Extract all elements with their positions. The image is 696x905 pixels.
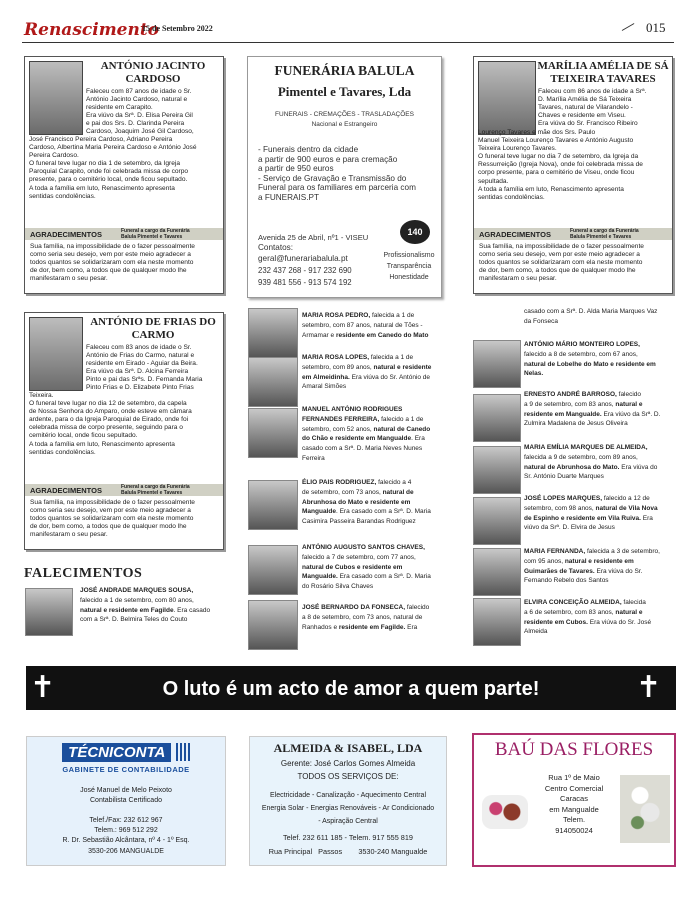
obituary-body (29, 392, 221, 457)
death-notice-photo (248, 357, 298, 407)
family-thanks (30, 243, 219, 283)
text-line: setembro, com 87 anos, natural de Tões - (302, 321, 423, 329)
text-line: ANTÓNIO MÁRIO MONTEIRO LOPES, (524, 341, 640, 348)
death-notice (80, 586, 225, 625)
text-line: Abrunhosa do Mato e residente em (302, 498, 411, 506)
tecniconta-role: Contabilista Certificado (90, 797, 162, 804)
flower-bouquet-image (620, 775, 670, 843)
death-notice-photo (248, 545, 298, 595)
text-line: natural de Lobelhe do Mato e residente em (524, 360, 656, 368)
text-line: Cardoso, Joaquim José Gil Cardoso, (86, 128, 194, 136)
text-line: ardente, para o da Igreja Paroquial de Eirado, onde foi (29, 416, 189, 424)
text-line: Energia Solar - Energias Renováveis - Ar Condicionado (261, 805, 435, 812)
text-line: do Chão e residente em Mangualde. Era (302, 435, 425, 443)
obituary-intro (86, 88, 221, 137)
text-line: MANUEL ANTÓNIO RODRIGUES (302, 406, 403, 413)
text-line: ERNESTO ANDRÉ BARROSO, falecido (524, 391, 642, 398)
text-line: Rua 1º de Maio (548, 773, 600, 782)
text-line: JOSÉ BERNARDO DA FONSECA, falecido (302, 604, 430, 611)
bau-das-flores-ad (472, 733, 676, 867)
text-line: Lourenço Tavares e mãe dos Srs. Paulo (478, 129, 596, 136)
obituary-name: MARÍLIA AMÉLIA DE SÁ TEIXEIRA TAVARES (537, 60, 669, 85)
text-line: manifestaram o seu pesar. (30, 531, 108, 539)
tecniconta-person: José Manuel de Melo Peixoto (80, 787, 172, 794)
text-line: Teixeira. (29, 392, 54, 399)
text-line: de setembro, com 73 anos, natural de (302, 488, 414, 496)
barcode-icon (176, 743, 190, 761)
text-line: Pinto Frias e D. Elizabete Pinto Frias (86, 384, 194, 392)
text-line: Armamar e residente em Canedo do Mato (302, 331, 429, 339)
text-line: Funeral a cargo da Funerária (121, 228, 190, 234)
text-line: D. Marília Amélia de Sá Teixeira (538, 96, 632, 104)
issue-date: 15 de Setembro 2022 (142, 24, 213, 33)
text-line: - Funerais dentro da cidade (258, 145, 359, 154)
text-line: JOSÉ ANDRADE MARQUES SOUSA, (80, 587, 194, 594)
text-line: Manuel Teixeira Lourenço Tavares e António Augusto (478, 137, 634, 145)
almeida-phones: Telef. 232 611 185 - Telem. 917 555 819 (283, 833, 413, 842)
funeral-credit (121, 485, 190, 496)
text-line: residente em Carapito. (86, 104, 153, 112)
obituary-intro (86, 344, 221, 393)
text-line: O funeral teve lugar no dia 1 de setembro, da Igreja (29, 160, 181, 168)
death-notice-photo (473, 446, 521, 494)
text-line: manifestaram o seu pesar. (479, 275, 557, 283)
text-line: Fernando Rebelo dos Santos (524, 577, 609, 585)
family-thanks (479, 243, 668, 283)
text-line: a 9 de setembro, com 83 anos, natural e (524, 400, 643, 408)
text-line: a FUNERAIS.PT (258, 192, 319, 202)
text-line: e pai dos Srs. D. Clarinda Pereira (86, 120, 185, 128)
text-line: como seria seu desejo, vem por este meio agradecer a (30, 251, 191, 259)
text-line: Centro Comercial (544, 783, 604, 793)
text-line: do Rosário Silva Chaves (302, 583, 374, 591)
text-line: todos quantos se solidarizaram com ela neste momento (30, 259, 194, 267)
text-line: Era viúvo da Srª. D. Elisa Pereira Gil (86, 112, 193, 120)
almeida-isabel-ad (249, 736, 447, 866)
text-line: setembro, com 52 anos, natural de Canedo (302, 425, 431, 433)
funeral-credit (121, 229, 190, 240)
tecniconta-tel: Telef./Fax: 232 612 967 (89, 817, 163, 824)
funeral-credit (570, 229, 639, 240)
text-line: natural de Abrunhosa do Mato. Era viúva do (524, 463, 658, 471)
agradecimentos-bar (25, 484, 223, 496)
text-line: celebrada missa de corpo presente, seguindo para o (29, 424, 183, 432)
text-line: Zulmira Madalena de Jesus Oliveira (524, 420, 628, 428)
death-notice-photo (25, 588, 73, 636)
text-line: Honestidade (389, 274, 429, 281)
portrait-photo (478, 61, 536, 135)
text-line: Telem. (562, 815, 586, 824)
portrait-photo (29, 317, 83, 391)
banner-text: O luto é um acto de amor a quem parte! (162, 678, 540, 700)
text-line: sentidas condolências. (29, 448, 96, 456)
text-line: Balula Pimentel e Tavares (570, 233, 632, 240)
text-line: Funeral para os familiares em parceria com (258, 183, 416, 192)
text-line: casado com a Srª. D. Alda Maria Marques Vaz (524, 308, 658, 315)
page-number: 015 (646, 20, 666, 35)
text-line: casado com a Srª. D. Maria Neves Nunes (302, 445, 423, 453)
text-line: António Jacinto Cardoso, natural e (86, 96, 188, 104)
text-line: falecido a 8 de setembro, com 67 anos, (524, 350, 638, 358)
obituary-name: ANTÓNIO JACINTO CARDOSO (100, 60, 206, 85)
text-line: como seria seu desejo, vem por este meio agradecer a (30, 507, 191, 515)
text-line: falecido a 7 de setembro, com 77 anos, (302, 553, 416, 561)
ad-email: geral@funerariabalula.pt (258, 254, 348, 263)
death-notice-photo (248, 600, 298, 650)
text-line: O funeral teve lugar no dia 7 de setembro, da Igreja da (478, 153, 639, 161)
text-line: ANTÓNIO AUGUSTO SANTOS CHAVES, (302, 544, 425, 551)
ad-contacts-label: Contatos: (258, 243, 294, 252)
death-notice (302, 543, 450, 592)
text-line: residente em Cubos. Era viúva do Sr. José (524, 618, 652, 626)
text-line: residente em Eirado - Aguiar da Beira. (86, 360, 198, 368)
ad-scope: Nacional e Estrangeiro (311, 121, 378, 128)
almeida-title: ALMEIDA & ISABEL, LDA (273, 741, 423, 755)
portrait-photo (29, 61, 83, 135)
tecniconta-address: R. Dr. Sebastião Alcântara, nº 4 - 1º Esq. (62, 837, 190, 844)
almeida-address: Rua Principal Passos 3530-240 Mangualde (268, 847, 428, 856)
ad-services: FUNERAIS - CREMAÇÕES - TRASLADAÇÕES (275, 111, 414, 118)
text-line: Electricidade - Canalização - Aquecimento Central (269, 792, 427, 799)
text-line: viúvo da Srª. D. Elvira de Jesus (524, 524, 615, 532)
text-line: MARIA ROSA PEDRO, falecida a 1 de (302, 312, 415, 319)
page-slash (622, 23, 635, 31)
death-notice (524, 547, 674, 586)
text-line: sepultada. (478, 177, 509, 185)
death-notice-photo (473, 497, 521, 545)
text-line: Ranhados e residente em Fagilde. Era (302, 623, 418, 631)
text-line: ELVIRA CONCEIÇÃO ALMEIDA, falecida (524, 599, 646, 606)
text-line: presente, para o cemitério local, onde ficou sepultado. (29, 176, 188, 184)
text-line: MARIA FERNANDA, falecida a 3 de setembro, (524, 548, 660, 555)
text-line: natural e residente em Fagilde. Era casado (80, 606, 211, 614)
tecniconta-ad (26, 736, 226, 866)
newspaper-title: Renascimento (24, 20, 160, 40)
ad-address: Avenida 25 de Abril, nº1 - VISEU (258, 233, 369, 242)
text-line: todos quantos se solidarizaram com ela neste momento (30, 515, 194, 523)
text-line: Era viúvo da Srª. D. Alcina Ferreira (86, 368, 189, 376)
bau-title: BAÚ DAS FLORES (494, 739, 654, 760)
text-line: Funeral a cargo da Funerária (570, 228, 639, 234)
text-line: Faleceu com 87 anos de idade o Sr. (86, 88, 192, 95)
text-line: de dor, bem como, a todos que de qualquer modo lhe (30, 523, 187, 531)
text-line: José Francisco Pereira Cardoso, Adriano Pereira (29, 136, 173, 143)
text-line: Pereira Cardoso. (29, 152, 79, 160)
text-line: A toda a família em luto, Renascimento apresenta (29, 440, 175, 448)
text-line: sentidas condolências. (29, 192, 96, 200)
text-line: Sua família, na impossibilidade de o fazer pessoalmente (30, 243, 195, 250)
text-line: Balula Pimentel e Tavares (121, 489, 183, 496)
agradecimentos-label: AGRADECIMENTOS (30, 230, 102, 239)
text-line: manifestaram o seu pesar. (30, 275, 108, 283)
cross-icon: ✝ (636, 671, 662, 704)
tecniconta-mobile: Telem.: 969 512 292 (94, 827, 158, 834)
text-line: Faleceu com 83 anos de idade o Sr. (86, 344, 192, 351)
text-line: Balula Pimentel e Tavares (121, 233, 183, 240)
text-line: Nelas. (524, 370, 544, 378)
text-line: A toda a família em luto, Renascimento apresenta (29, 184, 175, 192)
text-line: Teixeira Lourenço Tavares. (478, 145, 557, 153)
death-notice (302, 353, 450, 392)
falecimentos-heading: FALECIMENTOS (24, 566, 143, 581)
death-notice (524, 443, 674, 482)
text-line: a partir de 950 euros (258, 164, 334, 173)
text-line: sentidas condolências. (478, 193, 545, 201)
death-notice (524, 390, 674, 429)
tecniconta-logo: TÉCNICONTA (62, 743, 171, 762)
text-line: António de Frias do Carmo, natural e (86, 352, 195, 360)
obituary-marilia-amelia (473, 56, 673, 294)
text-line: todos quantos se solidarizaram com ela neste momento (479, 259, 643, 267)
ad-title: FUNERÁRIA BALULA (274, 63, 415, 78)
text-line: Era viúva do Sr. Francisco Ribeiro (538, 120, 638, 128)
text-line: Profissionalismo (383, 252, 435, 259)
obituary-antonio-frias (24, 312, 224, 550)
almeida-manager: Gerente: José Carlos Gomes Almeida (280, 759, 416, 768)
text-line: O funeral teve lugar no dia 12 de setembro, da capela (29, 400, 187, 408)
text-line: 914050024 (555, 825, 593, 835)
text-line: Sua família, na impossibilidade de o fazer pessoalmente (479, 243, 644, 250)
text-line: com a Srª. D. Belmira Teles do Couto (80, 616, 188, 624)
death-notice (302, 478, 450, 527)
death-notice-photo (473, 548, 521, 596)
text-line: Almeida (524, 628, 548, 636)
death-notice (302, 311, 450, 340)
text-line: setembro, com 98 anos, natural de Vila Nova (524, 504, 658, 512)
text-line: - Serviço de Gravação e Transmissão do (258, 173, 407, 183)
death-notice-photo (473, 394, 521, 442)
text-line: de Espinho e residente em Vila Ruiva. Era (524, 514, 653, 522)
text-line: MARIA ROSA LOPES, falecida a 1 de (302, 354, 414, 361)
death-notice (524, 340, 674, 379)
text-line: Sr. António Duarte Marques (524, 473, 604, 481)
text-line: de dor, bem como, a todos que de qualquer modo lhe (30, 267, 187, 275)
death-notice-continued (524, 307, 674, 327)
text-line: Mangualde. Era casado com a Srª. D. Maria (302, 508, 431, 516)
text-line: da Fonseca (524, 317, 558, 325)
obituary-intro (538, 88, 670, 128)
text-line: Paroquial Carapito, onde foi celebrada missa de corpo (29, 168, 189, 176)
family-thanks (30, 499, 219, 539)
text-line: a 8 de setembro, com 73 anos, natural de (302, 613, 423, 621)
text-line: Mangualde. Era casado com a Srª. D. Maria (302, 573, 431, 581)
text-line: natural de Cubos e residente em (302, 563, 403, 571)
almeida-services-title: TODOS OS SERVIÇOS DE: (297, 772, 399, 781)
death-notice (302, 405, 450, 464)
text-line: Sua família, na impossibilidade de o fazer pessoalmente (30, 499, 195, 506)
text-line: de Nossa Senhora do Amparo, onde esteve em câmara (29, 408, 192, 416)
text-line: como seria seu desejo, vem por este meio agradecer a (479, 251, 640, 259)
death-notice-photo (248, 408, 298, 458)
text-line: FERNANDES FERREIRA, falecido a 1 de (302, 415, 424, 423)
death-notice (524, 494, 674, 533)
text-line: Casimira Passeira Barandas Rodriguez (302, 518, 416, 526)
text-line: Tavares, natural de Vilarandelo - (538, 104, 633, 112)
obituary-body (29, 136, 221, 201)
text-line: Transparência (386, 263, 432, 270)
obituary-name: ANTÓNIO DE FRIAS DO CARMO (90, 316, 216, 341)
death-notice-photo (248, 308, 298, 358)
text-line: falecido a 1 de setembro, com 80 anos, (80, 596, 194, 604)
anniversary-seal: 140 (400, 220, 430, 244)
text-line: JOSÉ LOPES MARQUES, falecido a 12 de (524, 495, 650, 502)
funeraria-balula-ad (247, 56, 442, 298)
text-line: - Aspiração Central (318, 818, 378, 825)
text-line: Pinto e pai das Srªs. D. Fernanda Maria (86, 376, 203, 384)
text-line: ÉLIO PAIS RODRIGUEZ, falecido a 4 (302, 479, 412, 486)
obituary-antonio-jacinto (24, 56, 224, 294)
ad-offers (258, 145, 416, 202)
agradecimentos-label: AGRADECIMENTOS (479, 230, 551, 239)
ad-phone1: 232 437 268 - 917 232 690 (258, 266, 352, 275)
text-line: Caracas (560, 794, 588, 803)
text-line: setembro, com 89 anos, natural e residente (302, 363, 432, 371)
death-notice-photo (473, 340, 521, 388)
text-line: a partir de 900 euros e para cremação (258, 154, 398, 164)
text-line: Funeral a cargo da Funerária (121, 484, 190, 490)
text-line: Chaves e residente em Viseu. (538, 112, 626, 120)
ad-values (380, 250, 438, 283)
text-line: de dor, bem como, a todos que de qualquer modo lhe (479, 267, 636, 275)
text-line: com 95 anos, natural e residente em (524, 557, 634, 565)
agradecimentos-label: AGRADECIMENTOS (30, 486, 102, 495)
ad-phone2: 939 481 556 - 913 574 192 (258, 278, 352, 287)
tecniconta-subtitle: GABINETE DE CONTABILIDADE (62, 765, 190, 774)
header-rule (22, 42, 674, 43)
text-line: Ferreira (302, 454, 325, 462)
text-line: residente em Mangualde. Era viúvo da Srª. D. (524, 410, 661, 418)
text-line: cemitério local, onde ficou sepultado. (29, 432, 138, 440)
ad-subtitle: Pimentel e Tavares, Lda (277, 84, 412, 99)
death-notice (524, 598, 674, 637)
text-line: corpo presente, para o cemitério de Viseu, onde ficou (478, 169, 635, 177)
text-line: em Mangualde (549, 804, 599, 814)
obituary-body (478, 129, 670, 202)
text-line: Cardoso, Albertina Maria Pereira Cardoso e António José (29, 144, 197, 152)
text-line: MARIA EMÍLIA MARQUES DE ALMEIDA, (524, 444, 648, 451)
agradecimentos-bar (474, 228, 672, 240)
text-line: Ressurreição (Igreja Nova), onde foi celebrada missa de (478, 161, 643, 169)
tecniconta-city: 3530-206 MANGUALDE (88, 848, 164, 855)
death-notice-photo (473, 598, 521, 646)
text-line: falecida a 9 de setembro, com 89 anos, (524, 453, 638, 461)
text-line: Amaral Simões (302, 383, 347, 391)
death-notice (302, 603, 450, 632)
text-line: Faleceu com 86 anos de idade a Srª. (538, 88, 647, 95)
agradecimentos-bar (25, 228, 223, 240)
text-line: Guimarães de Tavares. Era viúva do Sr. (524, 567, 643, 575)
death-notice-photo (248, 480, 298, 530)
text-line: A toda a família em luto, Renascimento apresenta (478, 185, 624, 193)
text-line: a 6 de setembro, com 83 anos, natural e (524, 608, 643, 616)
almeida-services (250, 789, 446, 828)
cross-icon: ✝ (30, 671, 56, 704)
text-line: em Almeidinha. Era viúva do Sr. António de (302, 373, 431, 381)
